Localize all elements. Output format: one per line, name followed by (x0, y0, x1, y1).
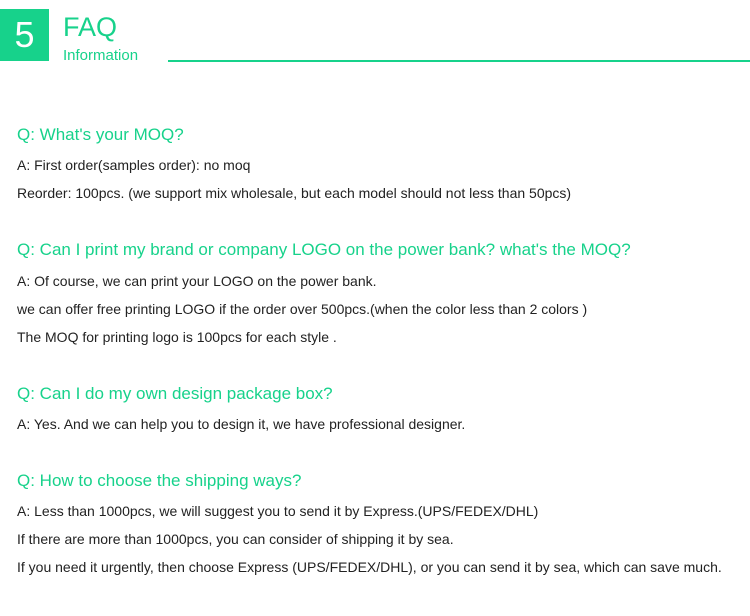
faq-answer-line: A: Yes. And we can help you to design it, we have professional designer. (17, 416, 466, 432)
faq-answer-line: A: Less than 1000pcs, we will suggest you to send it by Express.(UPS/FEDEX/DHL) (17, 503, 539, 519)
faq-question: Q: What's your MOQ? (17, 125, 184, 144)
faq-answer-line: If there are more than 1000pcs, you can consider of shipping it by sea. (17, 531, 454, 547)
faq-question: Q: Can I do my own design package box? (17, 384, 333, 403)
faq-answer-line: A: Of course, we can print your LOGO on the power bank. (17, 273, 377, 289)
section-header (0, 0, 750, 70)
faq-answer-line: we can offer free printing LOGO if the order over 500pcs.(when the color less than 2 colors ) (17, 301, 588, 317)
faq-question: Q: How to choose the shipping ways? (17, 471, 302, 490)
faq-answer-line: The MOQ for printing logo is 100pcs for each style . (17, 329, 337, 345)
section-subtitle: Information (63, 47, 139, 64)
faq-answer-line: Reorder: 100pcs. (we support mix wholesale, but each model should not less than 50pcs) (17, 185, 572, 201)
faq-item (17, 239, 747, 349)
faq-item (17, 383, 747, 443)
section-title: FAQ (63, 12, 118, 42)
faq-answer-line: A: First order(samples order): no moq (17, 157, 251, 173)
section-number-badge: 5 (0, 9, 49, 61)
faq-question: Q: Can I print my brand or company LOGO on the power bank? what's the MOQ? (17, 240, 631, 259)
faq-item (17, 124, 747, 214)
faq-answer-line: If you need it urgently, then choose Express (UPS/FEDEX/DHL), or you can send it by sea, which can save much. (17, 559, 722, 575)
header-divider (168, 60, 750, 62)
faq-item (17, 470, 747, 590)
